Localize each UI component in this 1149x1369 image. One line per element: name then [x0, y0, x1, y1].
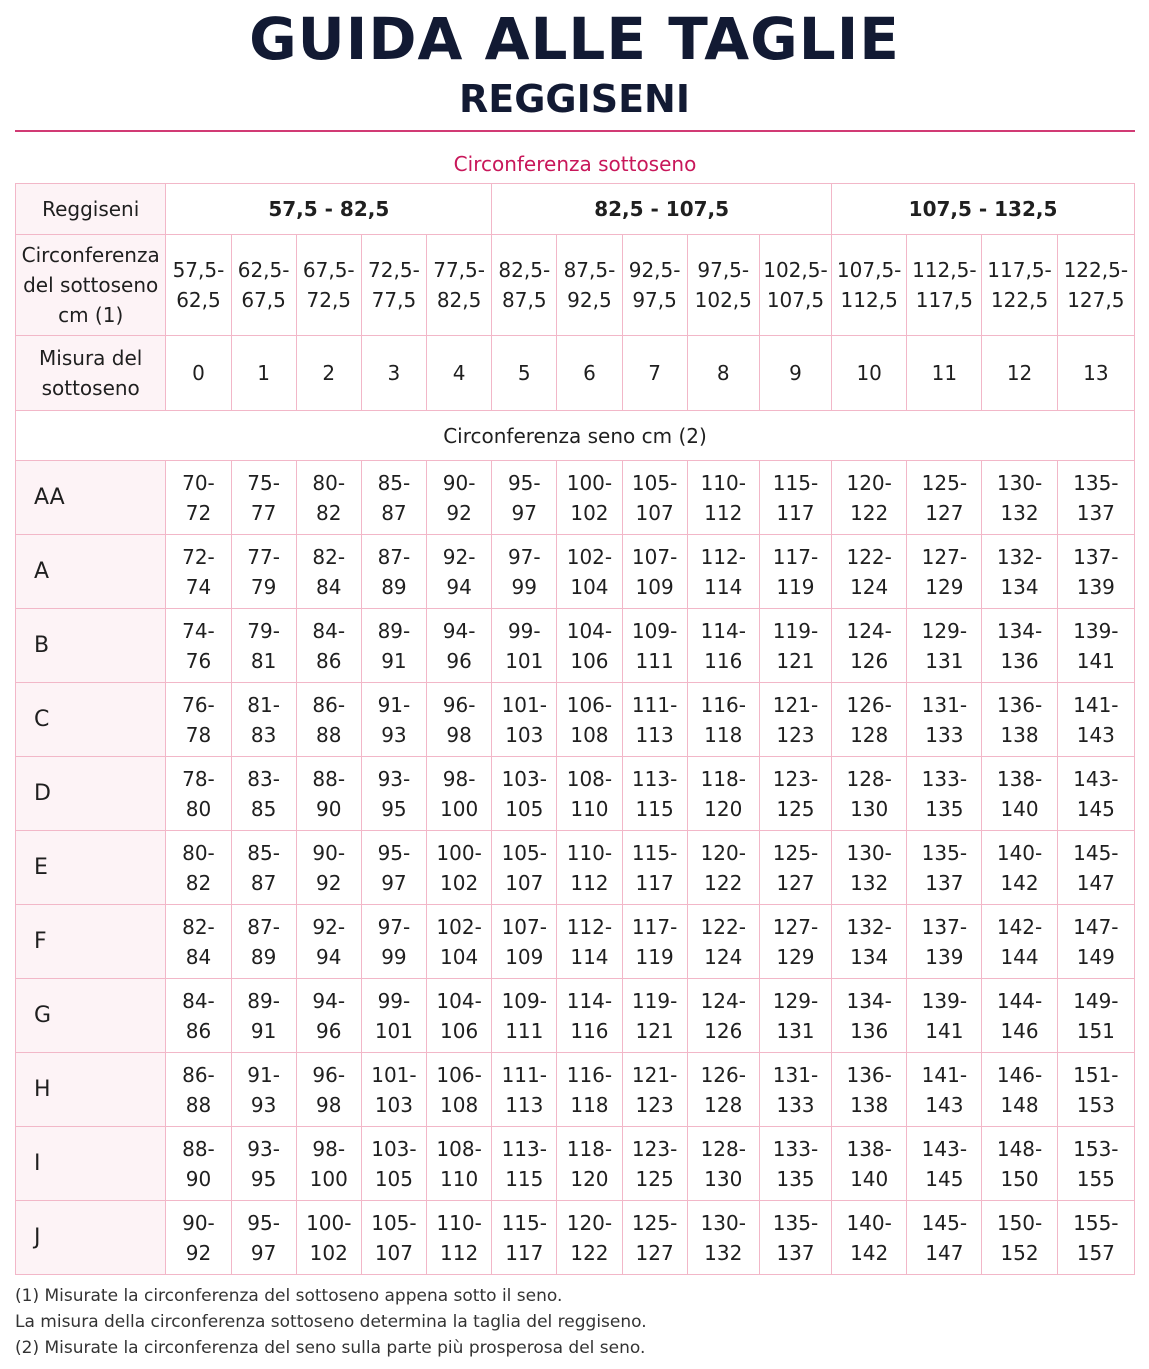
table-row — [16, 609, 1135, 683]
bust-range-cell: 100- 102 — [427, 831, 492, 905]
bust-range-cell: 133- 135 — [759, 1127, 831, 1201]
bust-range-cell: 94- 96 — [296, 979, 361, 1053]
bust-range-cell: 112- 114 — [687, 535, 759, 609]
bust-range-cell: 151- 153 — [1057, 1053, 1134, 1127]
bust-range-cell: 119- 121 — [759, 609, 831, 683]
underbust-range-cell: 107,5- 112,5 — [832, 235, 907, 336]
bust-range-cell: 102- 104 — [427, 905, 492, 979]
table-row — [16, 683, 1135, 757]
bust-range-cell: 136- 138 — [982, 683, 1057, 757]
underbust-range-cell: 77,5- 82,5 — [427, 235, 492, 336]
bust-range-cell: 127- 129 — [907, 535, 982, 609]
underbust-range-cell: 57,5- 62,5 — [166, 235, 231, 336]
bust-section-title: Circonferenza seno cm (2) — [16, 411, 1135, 461]
table-row — [16, 757, 1135, 831]
underbust-section-title: Circonferenza sottoseno — [453, 152, 697, 176]
size-cell: 11 — [907, 336, 982, 411]
table-row — [16, 461, 1135, 535]
bust-range-cell: 99- 101 — [492, 609, 557, 683]
bust-range-cell: 86- 88 — [166, 1053, 231, 1127]
bust-range-cell: 136- 138 — [832, 1053, 907, 1127]
bust-range-cell: 80- 82 — [296, 461, 361, 535]
bust-range-cell: 78- 80 — [166, 757, 231, 831]
bust-range-cell: 148- 150 — [982, 1127, 1057, 1201]
bust-range-cell: 115- 117 — [622, 831, 687, 905]
bust-range-cell: 150- 152 — [982, 1201, 1057, 1275]
cup-label: J — [16, 1201, 166, 1275]
bust-range-cell: 82- 84 — [166, 905, 231, 979]
size-label: Misura del sottoseno — [16, 336, 166, 411]
bust-range-cell: 135- 137 — [759, 1201, 831, 1275]
bust-range-cell: 91- 93 — [231, 1053, 296, 1127]
underbust-range-cell: 62,5- 67,5 — [231, 235, 296, 336]
bust-range-cell: 90- 92 — [166, 1201, 231, 1275]
bust-range-cell: 145- 147 — [907, 1201, 982, 1275]
bust-range-cell: 125- 127 — [907, 461, 982, 535]
table-row — [16, 979, 1135, 1053]
size-cell: 2 — [296, 336, 361, 411]
bust-range-cell: 92- 94 — [427, 535, 492, 609]
bust-range-cell: 137- 139 — [1057, 535, 1134, 609]
size-cell: 13 — [1057, 336, 1134, 411]
bust-range-cell: 95- 97 — [492, 461, 557, 535]
bust-range-cell: 100- 102 — [296, 1201, 361, 1275]
size-cell: 1 — [231, 336, 296, 411]
bust-range-cell: 132- 134 — [832, 905, 907, 979]
bust-range-cell: 155- 157 — [1057, 1201, 1134, 1275]
bust-range-cell: 79- 81 — [231, 609, 296, 683]
bust-range-cell: 109- 111 — [622, 609, 687, 683]
bust-range-cell: 133- 135 — [907, 757, 982, 831]
bust-range-cell: 115- 117 — [492, 1201, 557, 1275]
bust-range-cell: 146- 148 — [982, 1053, 1057, 1127]
bust-range-cell: 121- 123 — [622, 1053, 687, 1127]
size-cell: 6 — [557, 336, 622, 411]
bust-range-cell: 90- 92 — [427, 461, 492, 535]
bust-range-cell: 134- 136 — [832, 979, 907, 1053]
underbust-row — [16, 235, 1135, 336]
bust-range-cell: 105- 107 — [361, 1201, 426, 1275]
bust-range-cell: 84- 86 — [166, 979, 231, 1053]
bust-range-cell: 93- 95 — [361, 757, 426, 831]
bust-range-cell: 104- 106 — [427, 979, 492, 1053]
cup-label: E — [16, 831, 166, 905]
table-row — [16, 1201, 1135, 1275]
underbust-range-cell: 122,5- 127,5 — [1057, 235, 1134, 336]
bust-range-cell: 92- 94 — [296, 905, 361, 979]
page-title: GUIDA ALLE TAGLIE — [249, 5, 900, 73]
bust-range-cell: 97- 99 — [492, 535, 557, 609]
underbust-range-cell: 112,5- 117,5 — [907, 235, 982, 336]
cup-label: H — [16, 1053, 166, 1127]
bust-range-cell: 108- 110 — [557, 757, 622, 831]
bust-range-cell: 120- 122 — [557, 1201, 622, 1275]
bust-range-cell: 97- 99 — [361, 905, 426, 979]
bust-range-cell: 104- 106 — [557, 609, 622, 683]
bust-range-cell: 85- 87 — [361, 461, 426, 535]
page-subtitle: REGGISENI — [458, 77, 690, 121]
bust-range-cell: 116- 118 — [557, 1053, 622, 1127]
bust-range-cell: 87- 89 — [361, 535, 426, 609]
bust-range-cell: 122- 124 — [832, 535, 907, 609]
bust-range-cell: 138- 140 — [832, 1127, 907, 1201]
bust-range-cell: 103- 105 — [361, 1127, 426, 1201]
bust-range-cell: 142- 144 — [982, 905, 1057, 979]
bust-range-cell: 114- 116 — [557, 979, 622, 1053]
reggiseni-label: Reggiseni — [16, 184, 166, 235]
bust-range-cell: 98- 100 — [427, 757, 492, 831]
bust-range-cell: 134- 136 — [982, 609, 1057, 683]
bust-range-cell: 115- 117 — [759, 461, 831, 535]
table-row — [16, 831, 1135, 905]
bust-range-cell: 131- 133 — [759, 1053, 831, 1127]
underbust-range-cell: 67,5- 72,5 — [296, 235, 361, 336]
bust-range-cell: 84- 86 — [296, 609, 361, 683]
underbust-range-cell: 117,5- 122,5 — [982, 235, 1057, 336]
bust-range-cell: 140- 142 — [832, 1201, 907, 1275]
divider — [15, 130, 1135, 132]
bust-range-cell: 121- 123 — [759, 683, 831, 757]
bust-range-cell: 111- 113 — [492, 1053, 557, 1127]
size-cell: 9 — [759, 336, 831, 411]
bust-range-cell: 89- 91 — [361, 609, 426, 683]
table-row — [16, 905, 1135, 979]
cup-label: AA — [16, 461, 166, 535]
underbust-label: Circonferenza del sottoseno cm (1) — [16, 235, 166, 336]
group-header-row — [16, 184, 1135, 235]
bust-range-cell: 127- 129 — [759, 905, 831, 979]
size-cell: 12 — [982, 336, 1057, 411]
bust-range-cell: 75- 77 — [231, 461, 296, 535]
bust-range-cell: 114- 116 — [687, 609, 759, 683]
bust-range-cell: 141- 143 — [907, 1053, 982, 1127]
bust-range-cell: 88- 90 — [296, 757, 361, 831]
group-2: 82,5 - 107,5 — [492, 184, 832, 235]
bust-range-cell: 118- 120 — [557, 1127, 622, 1201]
cup-label: G — [16, 979, 166, 1053]
bust-range-cell: 86- 88 — [296, 683, 361, 757]
size-row — [16, 336, 1135, 411]
bust-range-cell: 103- 105 — [492, 757, 557, 831]
bust-range-cell: 113- 115 — [492, 1127, 557, 1201]
bust-range-cell: 140- 142 — [982, 831, 1057, 905]
bust-range-cell: 88- 90 — [166, 1127, 231, 1201]
bust-range-cell: 96- 98 — [296, 1053, 361, 1127]
size-cell: 10 — [832, 336, 907, 411]
bust-range-cell: 131- 133 — [907, 683, 982, 757]
bust-range-cell: 107- 109 — [492, 905, 557, 979]
bust-range-cell: 101- 103 — [361, 1053, 426, 1127]
bust-range-cell: 138- 140 — [982, 757, 1057, 831]
bust-range-cell: 77- 79 — [231, 535, 296, 609]
bust-range-cell: 110- 112 — [557, 831, 622, 905]
cup-label: D — [16, 757, 166, 831]
underbust-range-cell: 102,5- 107,5 — [759, 235, 831, 336]
bust-range-cell: 139- 141 — [907, 979, 982, 1053]
bust-range-cell: 124- 126 — [687, 979, 759, 1053]
bust-range-cell: 74- 76 — [166, 609, 231, 683]
underbust-range-cell: 82,5- 87,5 — [492, 235, 557, 336]
bust-range-cell: 122- 124 — [687, 905, 759, 979]
bust-range-cell: 70- 72 — [166, 461, 231, 535]
bust-range-cell: 72- 74 — [166, 535, 231, 609]
bust-range-cell: 130- 132 — [832, 831, 907, 905]
bust-range-cell: 107- 109 — [622, 535, 687, 609]
bust-range-cell: 95- 97 — [361, 831, 426, 905]
table-row — [16, 1127, 1135, 1201]
bust-range-cell: 143- 145 — [907, 1127, 982, 1201]
bust-range-cell: 118- 120 — [687, 757, 759, 831]
underbust-range-cell: 72,5- 77,5 — [361, 235, 426, 336]
bust-range-cell: 80- 82 — [166, 831, 231, 905]
bust-banner-row — [16, 411, 1135, 461]
bust-range-cell: 98- 100 — [296, 1127, 361, 1201]
footnote-2: La misura della circonferenza sottoseno determina la taglia del reggiseno. — [15, 1312, 647, 1332]
bust-range-cell: 130- 132 — [982, 461, 1057, 535]
underbust-range-cell: 87,5- 92,5 — [557, 235, 622, 336]
cup-label: A — [16, 535, 166, 609]
bust-range-cell: 100- 102 — [557, 461, 622, 535]
bust-range-cell: 145- 147 — [1057, 831, 1134, 905]
size-table — [15, 183, 1135, 1275]
bust-range-cell: 139- 141 — [1057, 609, 1134, 683]
bust-range-cell: 117- 119 — [759, 535, 831, 609]
bust-range-cell: 101- 103 — [492, 683, 557, 757]
footnote-3: (2) Misurate la circonferenza del seno sulla parte più prosperosa del seno. — [15, 1338, 646, 1358]
bust-range-cell: 141- 143 — [1057, 683, 1134, 757]
group-1: 57,5 - 82,5 — [166, 184, 492, 235]
underbust-range-cell: 92,5- 97,5 — [622, 235, 687, 336]
bust-range-cell: 81- 83 — [231, 683, 296, 757]
bust-range-cell: 109- 111 — [492, 979, 557, 1053]
bust-range-cell: 129- 131 — [907, 609, 982, 683]
size-cell: 8 — [687, 336, 759, 411]
bust-range-cell: 111- 113 — [622, 683, 687, 757]
bust-range-cell: 124- 126 — [832, 609, 907, 683]
group-3: 107,5 - 132,5 — [832, 184, 1135, 235]
cup-label: B — [16, 609, 166, 683]
bust-range-cell: 116- 118 — [687, 683, 759, 757]
footnotes — [15, 1283, 1135, 1361]
underbust-range-cell: 97,5- 102,5 — [687, 235, 759, 336]
bust-range-cell: 85- 87 — [231, 831, 296, 905]
bust-range-cell: 143- 145 — [1057, 757, 1134, 831]
table-row — [16, 1053, 1135, 1127]
bust-range-cell: 105- 107 — [622, 461, 687, 535]
bust-range-cell: 126- 128 — [832, 683, 907, 757]
bust-range-cell: 96- 98 — [427, 683, 492, 757]
bust-range-cell: 132- 134 — [982, 535, 1057, 609]
bust-range-cell: 120- 122 — [687, 831, 759, 905]
bust-range-cell: 125- 127 — [622, 1201, 687, 1275]
bust-range-cell: 123- 125 — [622, 1127, 687, 1201]
bust-range-cell: 91- 93 — [361, 683, 426, 757]
bust-range-cell: 137- 139 — [907, 905, 982, 979]
bust-range-cell: 135- 137 — [1057, 461, 1134, 535]
bust-range-cell: 117- 119 — [622, 905, 687, 979]
cup-label: I — [16, 1127, 166, 1201]
size-cell: 4 — [427, 336, 492, 411]
bust-range-cell: 126- 128 — [687, 1053, 759, 1127]
bust-range-cell: 123- 125 — [759, 757, 831, 831]
size-cell: 3 — [361, 336, 426, 411]
bust-range-cell: 82- 84 — [296, 535, 361, 609]
size-cell: 7 — [622, 336, 687, 411]
bust-range-cell: 90- 92 — [296, 831, 361, 905]
bust-range-cell: 106- 108 — [427, 1053, 492, 1127]
cup-label: C — [16, 683, 166, 757]
bust-range-cell: 76- 78 — [166, 683, 231, 757]
bust-range-cell: 153- 155 — [1057, 1127, 1134, 1201]
table-row — [16, 535, 1135, 609]
bust-range-cell: 110- 112 — [687, 461, 759, 535]
bust-range-cell: 113- 115 — [622, 757, 687, 831]
bust-range-cell: 102- 104 — [557, 535, 622, 609]
bust-range-cell: 128- 130 — [687, 1127, 759, 1201]
bust-range-cell: 144- 146 — [982, 979, 1057, 1053]
bust-range-cell: 93- 95 — [231, 1127, 296, 1201]
cup-label: F — [16, 905, 166, 979]
bust-range-cell: 130- 132 — [687, 1201, 759, 1275]
size-cell: 0 — [166, 336, 231, 411]
bust-range-cell: 112- 114 — [557, 905, 622, 979]
bust-range-cell: 106- 108 — [557, 683, 622, 757]
bust-range-cell: 147- 149 — [1057, 905, 1134, 979]
bust-range-cell: 94- 96 — [427, 609, 492, 683]
bust-range-cell: 89- 91 — [231, 979, 296, 1053]
bust-range-cell: 119- 121 — [622, 979, 687, 1053]
bust-range-cell: 110- 112 — [427, 1201, 492, 1275]
bust-range-cell: 105- 107 — [492, 831, 557, 905]
bust-range-cell: 120- 122 — [832, 461, 907, 535]
bust-range-cell: 135- 137 — [907, 831, 982, 905]
bust-range-cell: 149- 151 — [1057, 979, 1134, 1053]
bust-range-cell: 129- 131 — [759, 979, 831, 1053]
bust-range-cell: 99- 101 — [361, 979, 426, 1053]
bust-range-cell: 83- 85 — [231, 757, 296, 831]
bust-range-cell: 128- 130 — [832, 757, 907, 831]
bust-range-cell: 95- 97 — [231, 1201, 296, 1275]
bust-range-cell: 87- 89 — [231, 905, 296, 979]
bust-range-cell: 108- 110 — [427, 1127, 492, 1201]
bust-range-cell: 125- 127 — [759, 831, 831, 905]
footnote-1: (1) Misurate la circonferenza del sottoseno appena sotto il seno. — [15, 1286, 563, 1306]
size-cell: 5 — [492, 336, 557, 411]
